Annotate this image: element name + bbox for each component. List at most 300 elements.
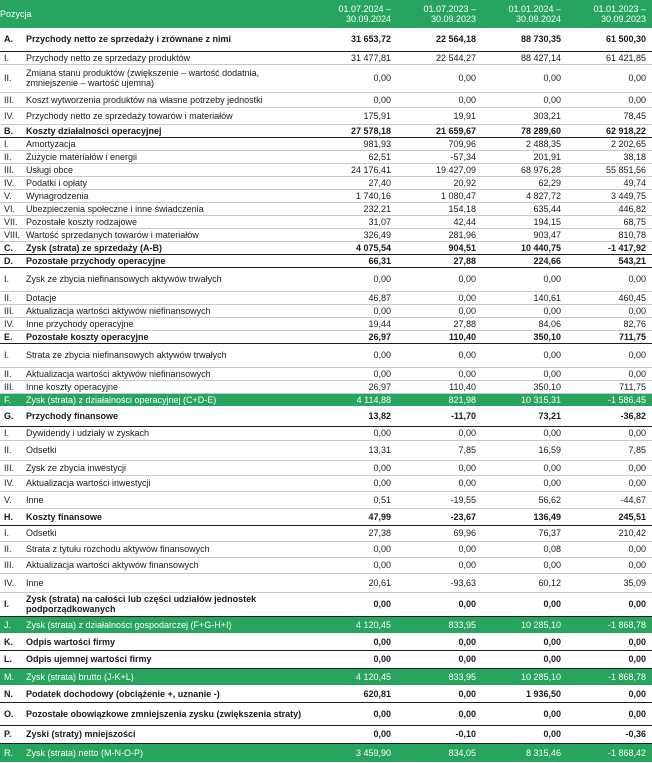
row-value: 0,00 — [397, 475, 482, 491]
table-row — [0, 440, 652, 460]
row-value: 175,91 — [312, 107, 397, 124]
row-label: Odpis wartości firmy — [26, 633, 312, 650]
row-value: 0,00 — [397, 541, 482, 557]
row-value: 68 976,28 — [482, 163, 567, 176]
row-value: 810,78 — [567, 228, 652, 241]
row-value: 0,00 — [567, 633, 652, 650]
row-code: I. — [0, 592, 26, 616]
table-row — [0, 51, 652, 64]
row-value: 49,74 — [567, 176, 652, 189]
row-value: 0,00 — [482, 92, 567, 107]
row-value: 0,00 — [567, 557, 652, 573]
row-value: 904,51 — [397, 241, 482, 254]
row-value: 0,00 — [312, 633, 397, 650]
row-value: 711,75 — [567, 380, 652, 393]
section-row — [0, 330, 652, 343]
row-value: 19,44 — [312, 317, 397, 330]
row-value: 0,00 — [397, 426, 482, 440]
row-value: 10 285,10 — [482, 616, 567, 633]
row-value: 0,00 — [482, 725, 567, 743]
period-column-header — [482, 0, 567, 28]
row-value: 0,00 — [397, 702, 482, 725]
row-value: 38,18 — [567, 150, 652, 163]
table-row — [0, 317, 652, 330]
row-value: 303,21 — [482, 107, 567, 124]
row-value: -1 868,78 — [567, 616, 652, 633]
row-label: Zysk (strata) z działalności operacyjnej (C+D-E) — [26, 393, 312, 406]
row-value: -0,10 — [397, 725, 482, 743]
row-label: Usługi obce — [26, 163, 312, 176]
row-value: 0,00 — [482, 633, 567, 650]
row-value: 31 653,72 — [312, 28, 397, 51]
section-row — [0, 702, 652, 725]
row-value: 26,97 — [312, 380, 397, 393]
row-value: 4 120,45 — [312, 616, 397, 633]
row-value: 35,09 — [567, 573, 652, 592]
row-value: 42,44 — [397, 215, 482, 228]
row-label: Koszty finansowe — [26, 508, 312, 525]
table-row — [0, 150, 652, 163]
row-value: 711,75 — [567, 330, 652, 343]
row-value: 24 176,41 — [312, 163, 397, 176]
row-code: A. — [0, 28, 26, 51]
row-value: 834,05 — [397, 743, 482, 762]
row-label: Wynagrodzenia — [26, 189, 312, 202]
row-value: 0,00 — [482, 702, 567, 725]
table-row — [0, 291, 652, 304]
row-value: 0,00 — [482, 592, 567, 616]
row-code: V. — [0, 189, 26, 202]
table-row — [0, 343, 652, 367]
table-row — [0, 541, 652, 557]
row-value: 0,00 — [567, 426, 652, 440]
period-column-header — [312, 0, 397, 28]
row-value: 635,44 — [482, 202, 567, 215]
row-value: 19,91 — [397, 107, 482, 124]
row-code: N. — [0, 685, 26, 702]
row-value: 0,00 — [567, 343, 652, 367]
row-label: Zysk (strata) brutto (J-K+L) — [26, 668, 312, 685]
row-value: 56,62 — [482, 491, 567, 508]
row-code: I. — [0, 267, 26, 291]
row-value: 0,00 — [312, 557, 397, 573]
row-value: 3 449,75 — [567, 189, 652, 202]
row-label: Odsetki — [26, 440, 312, 460]
row-value: -93,63 — [397, 573, 482, 592]
row-value: 0,00 — [312, 702, 397, 725]
row-value: 0,00 — [397, 685, 482, 702]
table-row — [0, 557, 652, 573]
table-row — [0, 163, 652, 176]
row-value: 10 315,31 — [482, 393, 567, 406]
table-row — [0, 189, 652, 202]
row-label: Odsetki — [26, 525, 312, 541]
table-row — [0, 215, 652, 228]
row-label: Aktualizacja wartości aktywów niefinansowych — [26, 367, 312, 380]
row-code: I. — [0, 51, 26, 64]
period-from: 01.01.2024 – — [508, 4, 562, 14]
row-value: 31 477,81 — [312, 51, 397, 64]
row-value: 27 578,18 — [312, 124, 397, 137]
table-header-row — [0, 0, 652, 28]
period-to: 30.09.2023 — [600, 14, 647, 24]
row-label: Zysk (strata) z działalności gospodarczej (F+G-H+I) — [26, 616, 312, 633]
row-value: 78 289,60 — [482, 124, 567, 137]
row-value: -11,70 — [397, 406, 482, 426]
row-value: 0,00 — [482, 64, 567, 92]
row-code: IV. — [0, 573, 26, 592]
row-value: 0,00 — [312, 650, 397, 668]
row-value: 0,00 — [312, 426, 397, 440]
row-label: Koszty działalności operacyjnej — [26, 124, 312, 137]
row-code: I. — [0, 137, 26, 150]
total-row — [0, 393, 652, 406]
row-value: 110,40 — [397, 330, 482, 343]
row-label: Inne — [26, 573, 312, 592]
row-code: L. — [0, 650, 26, 668]
row-value: 19 427,09 — [397, 163, 482, 176]
row-value: 76,37 — [482, 525, 567, 541]
row-value: 2 202,65 — [567, 137, 652, 150]
table-row — [0, 304, 652, 317]
row-value: 7,85 — [567, 440, 652, 460]
row-value: 0,00 — [312, 304, 397, 317]
row-value: 833,95 — [397, 616, 482, 633]
row-code: I. — [0, 525, 26, 541]
section-row — [0, 124, 652, 137]
total-row — [0, 668, 652, 685]
section-row — [0, 241, 652, 254]
row-value: 7,85 — [397, 440, 482, 460]
row-label: Ubezpieczenia społeczne i inne świadczenia — [26, 202, 312, 215]
row-value: 350,10 — [482, 380, 567, 393]
section-row — [0, 650, 652, 668]
row-label: Inne — [26, 491, 312, 508]
row-label: Zmiana stanu produktów (zwiększenie – wartość dodatnia, zmniejszenie – wartość ujemna) — [26, 64, 312, 92]
row-value: 20,61 — [312, 573, 397, 592]
table-body — [0, 28, 652, 762]
row-code: E. — [0, 330, 26, 343]
row-value: 20,92 — [397, 176, 482, 189]
row-code: III. — [0, 92, 26, 107]
row-value: 55 851,56 — [567, 163, 652, 176]
row-code: C. — [0, 241, 26, 254]
row-code: VII. — [0, 215, 26, 228]
table-row — [0, 137, 652, 150]
total-row — [0, 743, 652, 762]
table-row — [0, 475, 652, 491]
row-code: K. — [0, 633, 26, 650]
row-value: 26,97 — [312, 330, 397, 343]
row-code: R. — [0, 743, 26, 762]
row-label: Przychody netto ze sprzedaży produktów — [26, 51, 312, 64]
row-value: 0,00 — [397, 291, 482, 304]
row-value: 0,00 — [482, 343, 567, 367]
row-value: 0,00 — [567, 92, 652, 107]
row-value: 903,47 — [482, 228, 567, 241]
row-code: I. — [0, 426, 26, 440]
row-value: 709,96 — [397, 137, 482, 150]
period-to: 30.09.2024 — [345, 14, 392, 24]
row-value: 47,99 — [312, 508, 397, 525]
row-label: Zysk (strata) ze sprzedaży (A-B) — [26, 241, 312, 254]
section-row — [0, 725, 652, 743]
row-value: 22 564,18 — [397, 28, 482, 51]
row-value: 31,07 — [312, 215, 397, 228]
row-code: III. — [0, 460, 26, 475]
row-value: 27,88 — [397, 254, 482, 267]
row-label: Pozostałe przychody operacyjne — [26, 254, 312, 267]
row-value: 232,21 — [312, 202, 397, 215]
row-value: 27,40 — [312, 176, 397, 189]
period-to: 30.09.2023 — [430, 14, 477, 24]
row-value: -1 586,45 — [567, 393, 652, 406]
row-label: Przychody netto ze sprzedaży towarów i materiałów — [26, 107, 312, 124]
row-label: Pozostałe koszty rodzajowe — [26, 215, 312, 228]
row-label: Zyski (straty) mniejszości — [26, 725, 312, 743]
row-label: Strata ze zbycia niefinansowych aktywów trwałych — [26, 343, 312, 367]
table-row — [0, 460, 652, 475]
row-value: 0,00 — [482, 304, 567, 317]
row-value: 0,00 — [312, 367, 397, 380]
row-code: II. — [0, 541, 26, 557]
section-row — [0, 592, 652, 616]
row-code: O. — [0, 702, 26, 725]
row-value: 0,00 — [482, 426, 567, 440]
row-label: Pozostałe obowiązkowe zmniejszenia zysku (zwiększenia straty) — [26, 702, 312, 725]
row-value: -0,36 — [567, 725, 652, 743]
row-code: F. — [0, 393, 26, 406]
row-label: Aktualizacja wartości aktywów niefinansowych — [26, 304, 312, 317]
row-value: 66,31 — [312, 254, 397, 267]
row-value: 245,51 — [567, 508, 652, 525]
section-row — [0, 406, 652, 426]
row-value: 0,00 — [567, 650, 652, 668]
row-label: Zużycie materiałów i energii — [26, 150, 312, 163]
row-value: 61 500,30 — [567, 28, 652, 51]
section-row — [0, 254, 652, 267]
row-value: 0,00 — [397, 343, 482, 367]
row-value: 4 075,54 — [312, 241, 397, 254]
row-value: 821,98 — [397, 393, 482, 406]
row-value: 4 827,72 — [482, 189, 567, 202]
row-value: 350,10 — [482, 330, 567, 343]
row-label: Dywidendy i udziały w zyskach — [26, 426, 312, 440]
row-label: Dotacje — [26, 291, 312, 304]
row-code: VIII. — [0, 228, 26, 241]
row-value: 0,00 — [482, 557, 567, 573]
row-value: 0,08 — [482, 541, 567, 557]
row-value: 60,12 — [482, 573, 567, 592]
row-value: 981,93 — [312, 137, 397, 150]
row-code: B. — [0, 124, 26, 137]
row-label: Odpis ujemnej wartości firmy — [26, 650, 312, 668]
row-value: 10 440,75 — [482, 241, 567, 254]
row-value: 0,00 — [312, 343, 397, 367]
row-value: 0,00 — [312, 725, 397, 743]
row-code: D. — [0, 254, 26, 267]
row-value: 0,00 — [567, 592, 652, 616]
row-value: 0,00 — [567, 685, 652, 702]
table-row — [0, 525, 652, 541]
row-code: H. — [0, 508, 26, 525]
row-value: 136,49 — [482, 508, 567, 525]
row-value: 0,00 — [397, 557, 482, 573]
row-value: 0,00 — [312, 64, 397, 92]
row-label: Aktualizacja wartości aktywów finansowych — [26, 557, 312, 573]
row-value: 110,40 — [397, 380, 482, 393]
row-label: Koszt wytworzenia produktów na własne potrzeby jednostki — [26, 92, 312, 107]
table-row — [0, 176, 652, 189]
table-row — [0, 92, 652, 107]
row-value: 446,82 — [567, 202, 652, 215]
row-label: Przychody netto ze sprzedaży i zrównane z nimi — [26, 28, 312, 51]
row-value: 0,00 — [312, 541, 397, 557]
row-code: II. — [0, 291, 26, 304]
row-code: IV. — [0, 317, 26, 330]
row-value: 0,00 — [397, 267, 482, 291]
row-value: 0,00 — [482, 475, 567, 491]
section-row — [0, 508, 652, 525]
row-code: II. — [0, 367, 26, 380]
row-value: 0,51 — [312, 491, 397, 508]
table-row — [0, 228, 652, 241]
row-value: -36,82 — [567, 406, 652, 426]
row-value: 194,15 — [482, 215, 567, 228]
row-value: 8 315,46 — [482, 743, 567, 762]
table-row — [0, 64, 652, 92]
row-value: 0,00 — [567, 64, 652, 92]
row-label: Zysk (strata) netto (M-N-O-P) — [26, 743, 312, 762]
section-row — [0, 28, 652, 51]
row-value: 73,21 — [482, 406, 567, 426]
row-value: 0,00 — [567, 460, 652, 475]
row-value: 0,00 — [482, 367, 567, 380]
row-value: 78,45 — [567, 107, 652, 124]
table-row — [0, 491, 652, 508]
row-value: 22 544,27 — [397, 51, 482, 64]
row-value: 0,00 — [397, 367, 482, 380]
row-value: 0,00 — [567, 702, 652, 725]
row-value: 46,87 — [312, 291, 397, 304]
row-value: -57,34 — [397, 150, 482, 163]
row-code: II. — [0, 440, 26, 460]
row-code: IV. — [0, 107, 26, 124]
row-code: III. — [0, 380, 26, 393]
row-code: IV. — [0, 475, 26, 491]
row-value: 0,00 — [567, 304, 652, 317]
row-value: 84,06 — [482, 317, 567, 330]
row-value: 201,91 — [482, 150, 567, 163]
row-value: 10 285,10 — [482, 668, 567, 685]
row-label: Podatki i opłaty — [26, 176, 312, 189]
total-row — [0, 616, 652, 633]
row-value: 224,66 — [482, 254, 567, 267]
row-value: 210,42 — [567, 525, 652, 541]
row-value: 154,18 — [397, 202, 482, 215]
row-value: 0,00 — [567, 475, 652, 491]
row-value: 21 659,67 — [397, 124, 482, 137]
table-row — [0, 202, 652, 215]
row-value: 0,00 — [397, 650, 482, 668]
row-label: Amortyzacja — [26, 137, 312, 150]
row-value: 1 740,16 — [312, 189, 397, 202]
row-value: 833,95 — [397, 668, 482, 685]
row-value: -1 417,92 — [567, 241, 652, 254]
row-value: 460,45 — [567, 291, 652, 304]
row-value: -23,67 — [397, 508, 482, 525]
row-value: 0,00 — [397, 460, 482, 475]
row-value: 620,81 — [312, 685, 397, 702]
row-code: II. — [0, 64, 26, 92]
row-value: 16,59 — [482, 440, 567, 460]
period-column-header — [567, 0, 652, 28]
row-label: Strata z tytułu rozchodu aktywów finansowych — [26, 541, 312, 557]
row-value: 1 936,50 — [482, 685, 567, 702]
table-row — [0, 107, 652, 124]
row-code: I. — [0, 343, 26, 367]
row-value: 88 427,14 — [482, 51, 567, 64]
row-value: 62 918,22 — [567, 124, 652, 137]
section-row — [0, 633, 652, 650]
period-to: 30.09.2024 — [515, 14, 562, 24]
row-value: 2 488,35 — [482, 137, 567, 150]
row-value: 0,00 — [482, 460, 567, 475]
row-value: 0,00 — [397, 304, 482, 317]
row-code: III. — [0, 557, 26, 573]
period-from: 01.07.2023 – — [423, 4, 477, 14]
table-row — [0, 367, 652, 380]
row-value: 0,00 — [397, 64, 482, 92]
row-label: Zysk (strata) na całości lub części udziałów jednostek podporządkowanych — [26, 592, 312, 616]
row-label: Aktualizacja wartości inwestycji — [26, 475, 312, 491]
row-value: 140,61 — [482, 291, 567, 304]
row-value: 4 114,88 — [312, 393, 397, 406]
row-value: 0,00 — [312, 92, 397, 107]
row-code: III. — [0, 163, 26, 176]
period-from: 01.01.2023 – — [593, 4, 647, 14]
row-label: Inne przychody operacyjne — [26, 317, 312, 330]
row-value: 0,00 — [312, 267, 397, 291]
row-value: -1 868,78 — [567, 668, 652, 685]
row-value: 0,00 — [312, 460, 397, 475]
row-value: 27,88 — [397, 317, 482, 330]
row-label: Podatek dochodowy (obciążenie +, uznanie -) — [26, 685, 312, 702]
row-code: P. — [0, 725, 26, 743]
row-value: 0,00 — [567, 267, 652, 291]
row-value: 0,00 — [567, 367, 652, 380]
table-row — [0, 380, 652, 393]
row-value: 82,76 — [567, 317, 652, 330]
period-column-header — [397, 0, 482, 28]
row-code: III. — [0, 304, 26, 317]
row-code: G. — [0, 406, 26, 426]
row-value: 1 080,47 — [397, 189, 482, 202]
row-value: 68,75 — [567, 215, 652, 228]
row-value: 0,00 — [482, 267, 567, 291]
row-value: 326,49 — [312, 228, 397, 241]
row-label: Zysk ze zbycia niefinansowych aktywów trwałych — [26, 267, 312, 291]
section-row — [0, 685, 652, 702]
row-value: 69,96 — [397, 525, 482, 541]
row-label: Zysk ze zbycia inwestycji — [26, 460, 312, 475]
row-value: -44,67 — [567, 491, 652, 508]
row-value: -1 868,42 — [567, 743, 652, 762]
row-value: 543,21 — [567, 254, 652, 267]
row-label: Inne koszty operacyjne — [26, 380, 312, 393]
row-value: 13,82 — [312, 406, 397, 426]
row-code: J. — [0, 616, 26, 633]
